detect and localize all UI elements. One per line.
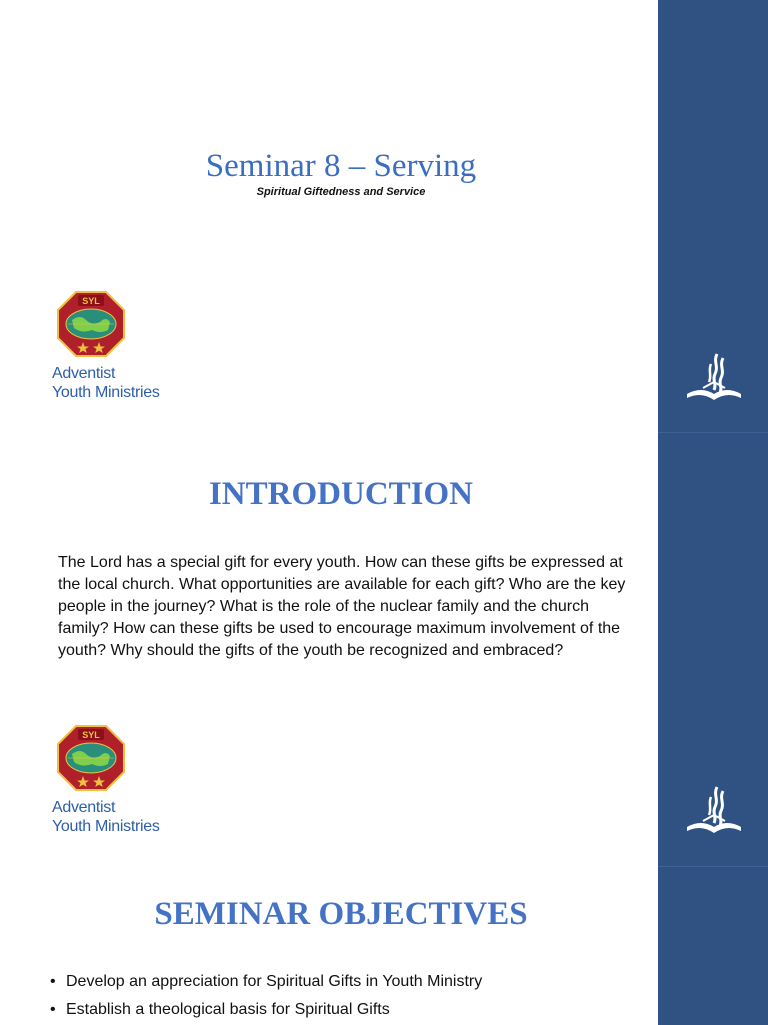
svg-text:SYL: SYL [82, 296, 100, 306]
page-title: Seminar 8 – Serving [205, 148, 477, 184]
sda-church-logo-icon [683, 783, 745, 839]
logo-line-adventist: Adventist [52, 799, 116, 816]
logo-text [52, 798, 182, 836]
slide-introduction [0, 432, 768, 866]
sidebar-panel [658, 0, 768, 432]
adventist-youth-ministries-logo [52, 724, 182, 836]
syl-badge-icon [56, 290, 126, 358]
introduction-heading: INTRODUCTION [208, 476, 474, 512]
adventist-youth-ministries-logo [52, 290, 182, 402]
slide-seminar-objectives [0, 866, 768, 1024]
logo-line-youth-ministries: Youth Ministries [52, 818, 160, 835]
sidebar-panel [658, 432, 768, 867]
list-item: • Develop an appreciation for Spiritual Gifts in Youth Ministry [48, 968, 648, 996]
objectives-heading: SEMINAR OBJECTIVES [154, 896, 528, 932]
svg-text:SYL: SYL [82, 730, 100, 740]
introduction-paragraph: The Lord has a special gift for every youth. How can these gifts be expressed at the local church. What opportunities are available for each gift? Who are the key people in the journey? What is the role of the nuclear family and the church family? How can these gifts be used to encourage maximum involvement of the youth? Why should the gifts of the youth be recognized and embraced? [58, 554, 626, 659]
logo-line-youth-ministries: Youth Ministries [52, 384, 160, 401]
list-item: • Establish a theological basis for Spiritual Gifts [48, 996, 648, 1024]
objectives-list [48, 968, 648, 1024]
logo-text [52, 364, 182, 402]
page-subtitle: Spiritual Giftedness and Service [256, 186, 426, 198]
sidebar-panel [658, 866, 768, 1025]
syl-badge-icon [56, 724, 126, 792]
logo-line-adventist: Adventist [52, 365, 116, 382]
slide-title [0, 0, 768, 432]
sda-church-logo-icon [683, 350, 745, 406]
